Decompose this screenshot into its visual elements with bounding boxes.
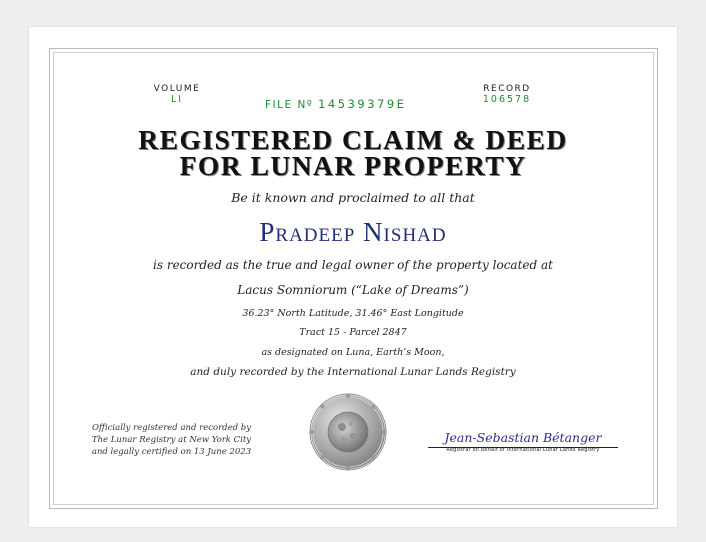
official-line-2: The Lunar Registry at New York City: [91, 435, 252, 445]
record-value: 106578: [482, 94, 532, 105]
designation-text: as designated on Luna, Earth’s Moon,: [261, 347, 445, 358]
volume-block: [147, 84, 207, 105]
file-label: FILE Nº: [265, 99, 314, 111]
record-block: [477, 84, 537, 105]
recorded-by-text: and duly recorded by the International Lunar Lands Registry: [190, 366, 516, 378]
location-text: Lacus Somniorum (“Lake of Dreams”): [237, 283, 469, 297]
official-line-3: and legally certified on 13 June 2023: [91, 447, 252, 457]
volume-value: LI: [170, 94, 184, 105]
owner-name: Pradeep Nishad: [259, 217, 447, 247]
tract-text: Tract 15 - Parcel 2847: [299, 327, 407, 338]
signature-caption: Registrar on behalf of International Lunar Lands Registry: [446, 447, 600, 453]
official-line-1: Officially registered and recorded by: [91, 423, 252, 433]
coordinates-text: 36.23° North Latitude, 31.46° East Longitude: [242, 308, 464, 319]
title-line-1: REGISTERED CLAIM & DEED: [138, 124, 568, 155]
record-label: RECORD: [483, 84, 531, 94]
registrar-signature: Jean-Sebastian Bétanger: [444, 430, 602, 445]
moon-seal-icon: [308, 392, 388, 472]
title-line-2: FOR LUNAR PROPERTY: [179, 150, 527, 181]
proclamation-text: Be it known and proclaimed to all that: [231, 190, 475, 205]
volume-label: VOLUME: [153, 84, 201, 94]
file-number: [265, 97, 406, 111]
file-value: 14539379E: [318, 97, 407, 111]
certificate-page: [29, 27, 677, 527]
ownership-text: is recorded as the true and legal owner of the property located at: [153, 258, 553, 272]
official-registration-note: [79, 422, 264, 458]
